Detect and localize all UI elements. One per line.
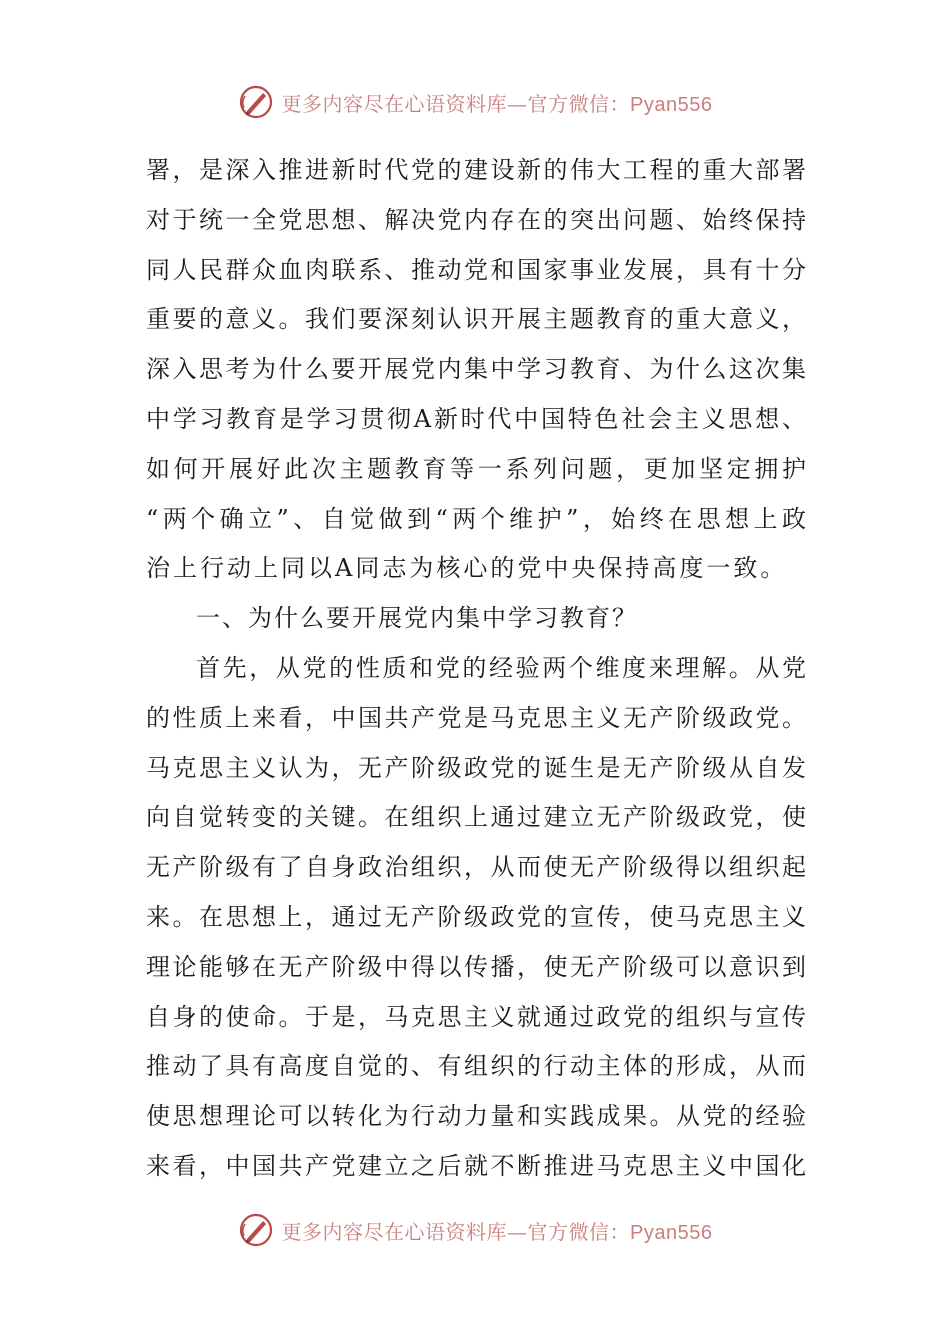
footer-watermark-wechat-id: Pyan556	[630, 1221, 713, 1244]
body-line-16: 来。在思想上，通过无产阶级政党的宣传，使马克思主义	[146, 902, 806, 931]
pen-circle-logo-icon	[238, 1212, 274, 1248]
body-line-6: 中学习教育是学习贯彻A新时代中国特色社会主义思想、	[146, 404, 806, 433]
body-line-8: “两个确立”、自觉做到“两个维护”，始终在思想上政	[146, 504, 806, 533]
header-watermark-banner	[0, 80, 950, 124]
body-line-15: 无产阶级有了自身政治组织，从而使无产阶级得以组织起	[146, 853, 806, 882]
header-watermark-wechat-id: Pyan556	[630, 93, 713, 116]
body-line-11: 首先，从党的性质和党的经验两个维度来理解。从党	[196, 653, 806, 682]
body-line-14: 向自觉转变的关键。在组织上通过建立无产阶级政党，使	[146, 803, 806, 832]
footer-watermark-cn: 更多内容尽在心语资料库—官方微信：	[281, 1219, 631, 1244]
footer-watermark-banner	[0, 1208, 950, 1252]
header-watermark-cn: 更多内容尽在心语资料库—官方微信：	[281, 91, 631, 116]
header-watermark-text	[282, 88, 713, 117]
body-line-17: 理论能够在无产阶级中得以传播，使无产阶级可以意识到	[146, 952, 806, 981]
body-line-12: 的性质上来看，中国共产党是马克思主义无产阶级政党。	[146, 703, 806, 732]
body-line-2: 对于统一全党思想、解决党内存在的突出问题、始终保持	[146, 205, 806, 234]
body-line-19: 推动了具有高度自觉的、有组织的行动主体的形成，从而	[146, 1052, 806, 1081]
body-line-4: 重要的意义。我们要深刻认识开展主题教育的重大意义，	[146, 305, 806, 334]
pen-circle-logo-icon	[238, 84, 274, 120]
document-body	[146, 146, 806, 1192]
body-line-7: 如何开展好此次主题教育等一系列问题，更加坚定拥护	[146, 454, 806, 483]
body-line-9: 治上行动上同以A同志为核心的党中央保持高度一致。	[146, 554, 788, 583]
footer-watermark-text	[282, 1216, 713, 1245]
body-line-21: 来看，中国共产党建立之后就不断推进马克思主义中国化	[146, 1151, 806, 1180]
body-line-20: 使思想理论可以转化为行动力量和实践成果。从党的经验	[146, 1102, 806, 1131]
body-line-13: 马克思主义认为，无产阶级政党的诞生是无产阶级从自发	[146, 753, 806, 782]
section-heading-1: 一、为什么要开展党内集中学习教育？	[196, 604, 638, 633]
body-line-18: 自身的使命。于是，马克思主义就通过政党的组织与宣传	[146, 1002, 806, 1031]
body-line-3: 同人民群众血肉联系、推动党和国家事业发展，具有十分	[146, 255, 806, 284]
body-line-1: 署，是深入推进新时代党的建设新的伟大工程的重大部署	[146, 156, 806, 184]
body-line-5: 深入思考为什么要开展党内集中学习教育、为什么这次集	[146, 355, 806, 384]
